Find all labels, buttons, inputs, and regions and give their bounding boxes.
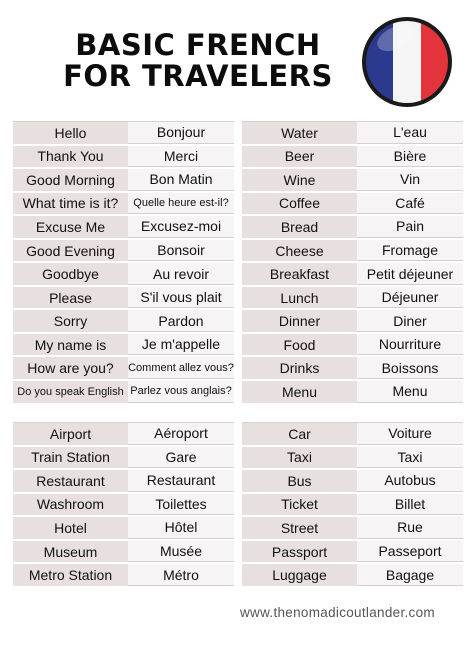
english-term: Goodbye: [13, 263, 128, 285]
french-term: Pardon: [128, 310, 234, 332]
french-term: Déjeuner: [357, 287, 463, 309]
french-term: Bagage: [357, 564, 463, 586]
table-row: [242, 564, 463, 588]
english-term: Bread: [242, 216, 357, 238]
phrases-table: [13, 121, 234, 405]
english-term: Excuse Me: [13, 216, 128, 238]
french-term: Restaurant: [128, 470, 234, 492]
english-term: Airport: [13, 423, 128, 445]
french-term: Quelle heure est-il?: [128, 193, 234, 215]
english-term: Bus: [242, 470, 357, 492]
table-row: [13, 470, 234, 494]
french-term: Aéroport: [128, 423, 234, 445]
table-row: [13, 310, 234, 334]
french-term: Fromage: [357, 240, 463, 262]
table-row: [13, 494, 234, 518]
french-term: Petit déjeuner: [357, 263, 463, 285]
french-term: Passeport: [357, 541, 463, 563]
french-term: Rue: [357, 517, 463, 539]
english-term: Please: [13, 287, 128, 309]
english-term: Cheese: [242, 240, 357, 262]
english-term: Street: [242, 517, 357, 539]
french-term: Taxi: [357, 447, 463, 469]
table-row: [13, 287, 234, 311]
english-term: Thank You: [13, 146, 128, 168]
table-row: [242, 357, 463, 381]
french-term: Café: [357, 193, 463, 215]
table-row: [242, 494, 463, 518]
english-term: Ticket: [242, 494, 357, 516]
french-term: Nourriture: [357, 334, 463, 356]
english-term: Coffee: [242, 193, 357, 215]
table-row: [242, 334, 463, 358]
flag-red-stripe: [421, 21, 448, 103]
french-term: Diner: [357, 310, 463, 332]
french-term: Bière: [357, 146, 463, 168]
table-row: [13, 240, 234, 264]
english-term: Breakfast: [242, 263, 357, 285]
french-term: Pain: [357, 216, 463, 238]
english-term: Hotel: [13, 517, 128, 539]
english-term: Wine: [242, 169, 357, 191]
places-table: [13, 422, 234, 588]
table-row: [242, 447, 463, 471]
table-row: [13, 447, 234, 471]
english-term: My name is: [13, 334, 128, 356]
table-row: [242, 122, 463, 146]
english-term: Passport: [242, 541, 357, 563]
table-row: [242, 517, 463, 541]
french-term: Hôtel: [128, 517, 234, 539]
french-term: Gare: [128, 447, 234, 469]
table-row: [13, 517, 234, 541]
table-row: [13, 146, 234, 170]
french-term: Billet: [357, 494, 463, 516]
french-term: Musée: [128, 541, 234, 563]
table-row: [13, 564, 234, 588]
table-row: [242, 169, 463, 193]
french-flag-icon: [362, 17, 452, 107]
french-term: Boissons: [357, 357, 463, 379]
english-term: Train Station: [13, 447, 128, 469]
table-row: [242, 541, 463, 565]
french-term: Parlez vous anglais?: [128, 381, 234, 403]
french-term: L'eau: [357, 122, 463, 144]
french-term: Au revoir: [128, 263, 234, 285]
french-term: Je m'appelle: [128, 334, 234, 356]
table-row: [13, 334, 234, 358]
table-row: [13, 193, 234, 217]
table-row: [13, 216, 234, 240]
french-term: Merci: [128, 146, 234, 168]
title-line-2: FOR TRAVELERS: [63, 59, 333, 93]
english-term: Sorry: [13, 310, 128, 332]
english-term: Lunch: [242, 287, 357, 309]
table-row: [13, 381, 234, 405]
table-row: [242, 287, 463, 311]
table-row: [13, 122, 234, 146]
transport-table: [242, 422, 463, 588]
table-row: [13, 169, 234, 193]
french-term: Bonsoir: [128, 240, 234, 262]
english-term: Dinner: [242, 310, 357, 332]
english-term: Taxi: [242, 447, 357, 469]
french-term: Métro: [128, 564, 234, 586]
french-term: Menu: [357, 381, 463, 403]
table-row: [13, 357, 234, 381]
food-drink-table: [242, 121, 463, 405]
french-term: Voiture: [357, 423, 463, 445]
table-row: [13, 423, 234, 447]
website-url: www.thenomadicoutlander.com: [240, 605, 435, 620]
english-term: Do you speak English: [13, 381, 128, 403]
table-row: [242, 240, 463, 264]
english-term: Metro Station: [13, 564, 128, 586]
english-term: Beer: [242, 146, 357, 168]
english-term: What time is it?: [13, 193, 128, 215]
french-term: Bon Matin: [128, 169, 234, 191]
table-row: [242, 216, 463, 240]
french-term: Vin: [357, 169, 463, 191]
french-term: Autobus: [357, 470, 463, 492]
title-line-1: BASIC FRENCH: [75, 28, 321, 62]
french-term: Bonjour: [128, 122, 234, 144]
english-term: Hello: [13, 122, 128, 144]
table-row: [242, 310, 463, 334]
table-row: [242, 470, 463, 494]
table-row: [13, 263, 234, 287]
table-row: [242, 381, 463, 405]
french-term: Comment allez vous?: [128, 357, 234, 379]
french-term: Toilettes: [128, 494, 234, 516]
english-term: Good Morning: [13, 169, 128, 191]
page-title: [38, 30, 358, 92]
french-term: Excusez-moi: [128, 216, 234, 238]
english-term: Drinks: [242, 357, 357, 379]
english-term: Restaurant: [13, 470, 128, 492]
table-row: [242, 146, 463, 170]
english-term: How are you?: [13, 357, 128, 379]
table-row: [13, 541, 234, 565]
english-term: Washroom: [13, 494, 128, 516]
english-term: Car: [242, 423, 357, 445]
table-row: [242, 263, 463, 287]
english-term: Food: [242, 334, 357, 356]
english-term: Museum: [13, 541, 128, 563]
french-term: S'il vous plait: [128, 287, 234, 309]
table-row: [242, 193, 463, 217]
table-row: [242, 423, 463, 447]
english-term: Water: [242, 122, 357, 144]
english-term: Good Evening: [13, 240, 128, 262]
english-term: Menu: [242, 381, 357, 403]
english-term: Luggage: [242, 564, 357, 586]
